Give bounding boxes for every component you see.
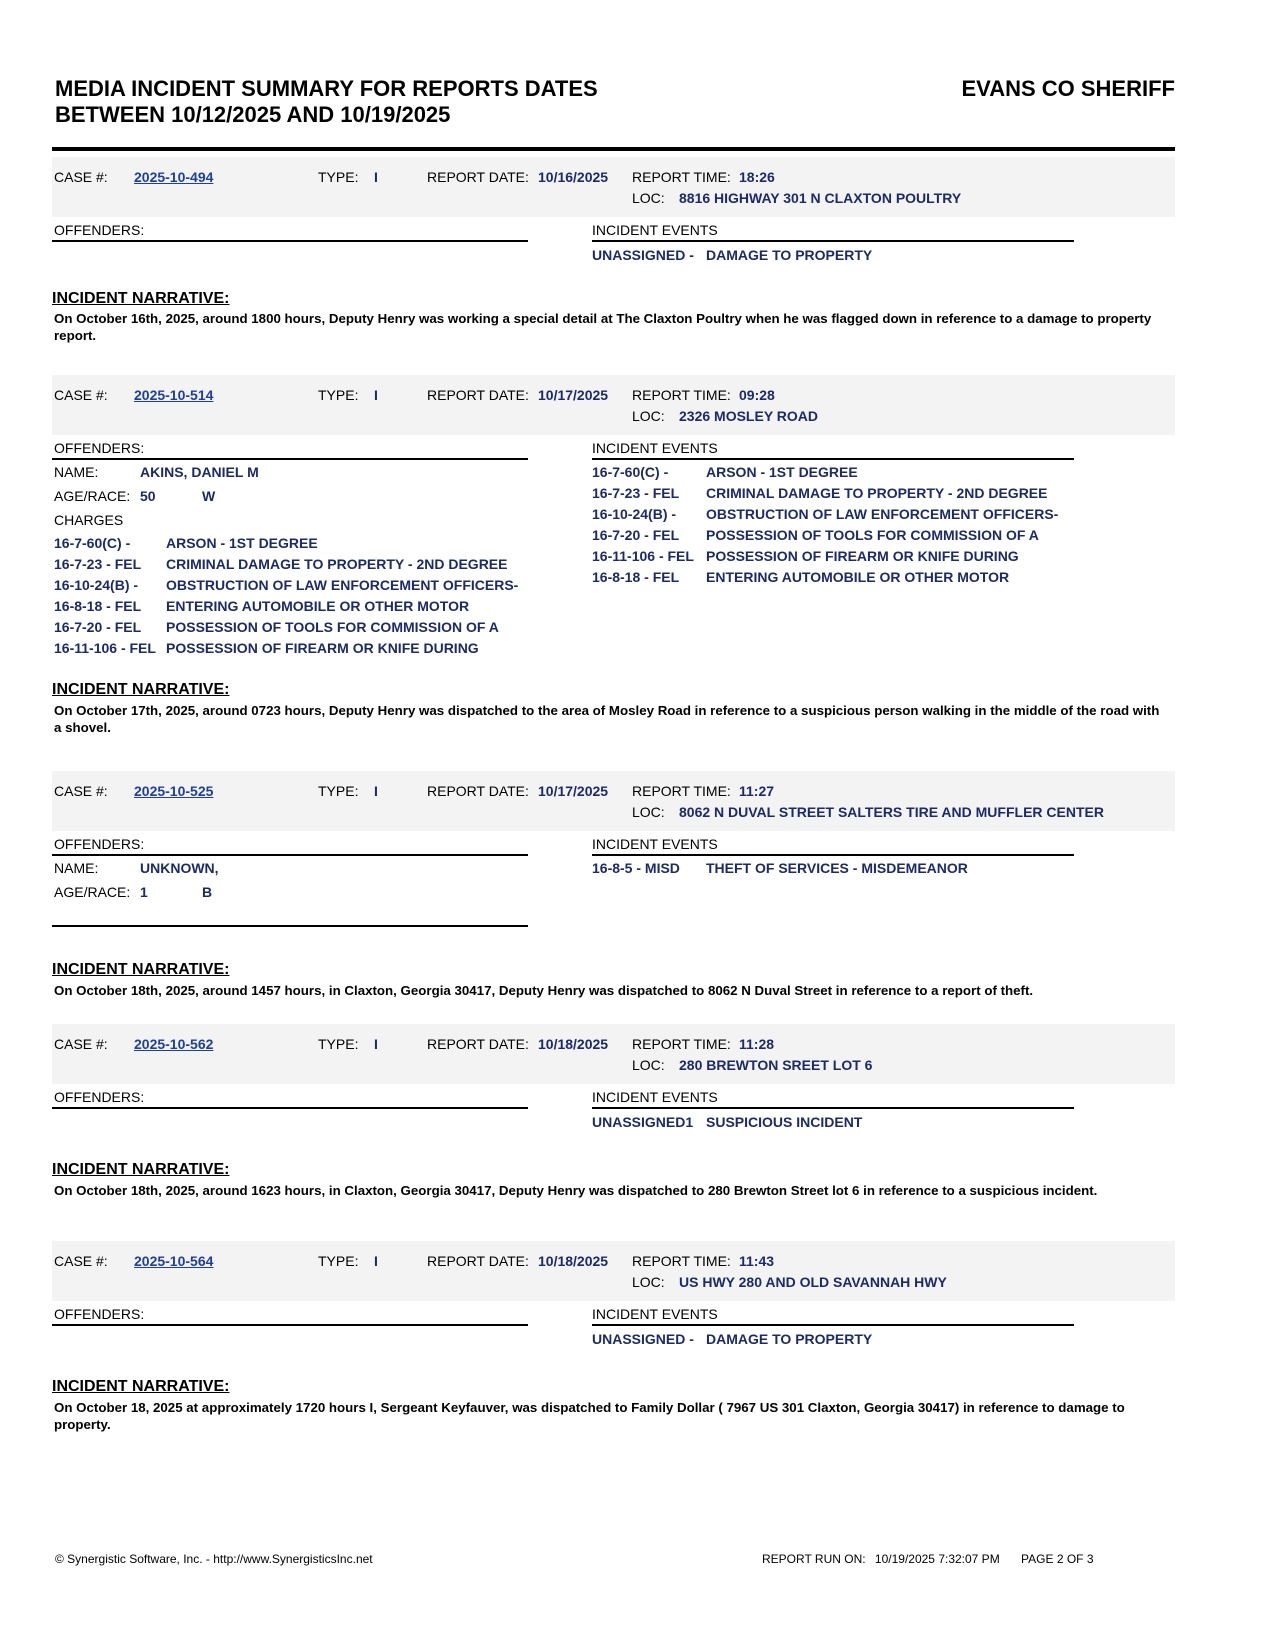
charge-desc: OBSTRUCTION OF LAW ENFORCEMENT OFFICERS- (166, 577, 519, 593)
report-time-label: REPORT TIME: (632, 783, 731, 799)
loc-value: 280 BREWTON SREET LOT 6 (679, 1057, 873, 1073)
event-code: UNASSIGNED - (592, 1331, 694, 1347)
type-value: I (374, 1253, 378, 1269)
offenders-rule (52, 1324, 528, 1326)
report-title (55, 76, 755, 128)
incident-events-rule (592, 240, 1074, 242)
offenders-rule (52, 1107, 528, 1109)
report-date-label: REPORT DATE: (427, 783, 529, 799)
narrative-heading: INCIDENT NARRATIVE: (52, 1378, 230, 1395)
event-code: 16-7-60(C) - (592, 464, 669, 480)
loc-value: 2326 MOSLEY ROAD (679, 408, 819, 424)
event-desc: OBSTRUCTION OF LAW ENFORCEMENT OFFICERS- (706, 506, 1059, 522)
type-label: TYPE: (318, 1036, 359, 1052)
report-time-value: 11:43 (739, 1253, 775, 1269)
offenders-label: OFFENDERS: (54, 836, 145, 852)
event-code: 16-11-106 - FEL (592, 548, 694, 564)
event-code: 16-8-5 - MISD (592, 860, 680, 876)
type-label: TYPE: (318, 387, 359, 403)
event-desc: ARSON - 1ST DEGREE (706, 464, 858, 480)
event-desc: SUSPICIOUS INCIDENT (706, 1114, 863, 1130)
report-date-value: 10/17/2025 (538, 783, 609, 799)
charge-desc: CRIMINAL DAMAGE TO PROPERTY - 2ND DEGREE (166, 556, 508, 572)
event-desc: POSSESSION OF FIREARM OR KNIFE DURING (706, 548, 1019, 564)
charge-code: 16-11-106 - FEL (54, 640, 156, 656)
charge-desc: POSSESSION OF TOOLS FOR COMMISSION OF A (166, 619, 499, 635)
incident-events-rule (592, 1324, 1074, 1326)
event-code: UNASSIGNED1 (592, 1114, 694, 1130)
report-time-label: REPORT TIME: (632, 1253, 731, 1269)
loc-label: LOC: (632, 804, 665, 820)
report-date-value: 10/17/2025 (538, 387, 609, 403)
charge-desc: ARSON - 1ST DEGREE (166, 535, 318, 551)
offender-race: B (202, 884, 213, 900)
incident-events-label: INCIDENT EVENTS (592, 222, 718, 238)
report-time-label: REPORT TIME: (632, 387, 731, 403)
report-time-value: 11:27 (739, 783, 775, 799)
type-label: TYPE: (318, 169, 359, 185)
report-date-label: REPORT DATE: (427, 1036, 529, 1052)
incident-events-label: INCIDENT EVENTS (592, 1306, 718, 1322)
case-number-link[interactable]: 2025-10-525 (134, 783, 214, 799)
report-title-line-1: MEDIA INCIDENT SUMMARY FOR REPORTS DATES (55, 76, 598, 101)
age-race-label: AGE/RACE: (54, 488, 131, 504)
report-run-value: 10/19/2025 7:32:07 PM (874, 1552, 1000, 1566)
case-label: CASE #: (54, 387, 108, 403)
report-time-value: 18:26 (739, 169, 775, 185)
charge-code: 16-8-18 - FEL (54, 598, 142, 614)
offenders-label: OFFENDERS: (54, 1089, 145, 1105)
case-number-link[interactable]: 2025-10-564 (134, 1253, 214, 1269)
offenders-label: OFFENDERS: (54, 440, 145, 456)
charges-label: CHARGES (54, 512, 124, 528)
type-label: TYPE: (318, 783, 359, 799)
header-divider (52, 147, 1175, 151)
offenders-label: OFFENDERS: (54, 1306, 145, 1322)
offender-race: W (202, 488, 216, 504)
event-desc: CRIMINAL DAMAGE TO PROPERTY - 2ND DEGREE (706, 485, 1048, 501)
loc-value: 8816 HIGHWAY 301 N CLAXTON POULTRY (679, 190, 962, 206)
case-number-link[interactable]: 2025-10-494 (134, 169, 214, 185)
event-desc: DAMAGE TO PROPERTY (706, 1331, 873, 1347)
footer-run-info (762, 1552, 1094, 1566)
case-label: CASE #: (54, 1036, 108, 1052)
loc-label: LOC: (632, 1057, 665, 1073)
report-date-label: REPORT DATE: (427, 169, 529, 185)
type-value: I (374, 1036, 378, 1052)
event-code: 16-7-23 - FEL (592, 485, 680, 501)
report-date-value: 10/18/2025 (538, 1036, 609, 1052)
event-code: UNASSIGNED - (592, 247, 694, 263)
event-desc: DAMAGE TO PROPERTY (706, 247, 873, 263)
event-desc: ENTERING AUTOMOBILE OR OTHER MOTOR (706, 569, 1010, 585)
loc-label: LOC: (632, 1274, 665, 1290)
case-header-band (52, 375, 1175, 435)
case-number-link[interactable]: 2025-10-562 (134, 1036, 214, 1052)
offender-name: UNKNOWN, (140, 860, 219, 876)
report-time-label: REPORT TIME: (632, 169, 731, 185)
report-date-label: REPORT DATE: (427, 387, 529, 403)
event-code: 16-7-20 - FEL (592, 527, 680, 543)
case-header-band (52, 1024, 1175, 1084)
page-number: PAGE 2 OF 3 (1021, 1552, 1094, 1566)
offender-name-label: NAME: (54, 464, 99, 480)
offender-end-rule (52, 925, 528, 927)
narrative-text: On October 18th, 2025, around 1623 hours, in Claxton, Georgia 30417, Deputy Henry was dispatched to 280 Brewton Street lot 6 in reference to a suspicious incident. (54, 1183, 1098, 1198)
charge-code: 16-7-23 - FEL (54, 556, 142, 572)
loc-value: 8062 N DUVAL STREET SALTERS TIRE AND MUFFLER CENTER (679, 804, 1104, 820)
offenders-rule (52, 854, 528, 856)
charge-desc: POSSESSION OF FIREARM OR KNIFE DURING (166, 640, 479, 656)
report-date-value: 10/16/2025 (538, 169, 609, 185)
narrative-heading: INCIDENT NARRATIVE: (52, 961, 230, 978)
charge-code: 16-7-60(C) - (54, 535, 131, 551)
charge-desc: ENTERING AUTOMOBILE OR OTHER MOTOR (166, 598, 470, 614)
incident-events-label: INCIDENT EVENTS (592, 440, 718, 456)
case-number-link[interactable]: 2025-10-514 (134, 387, 214, 403)
narrative-text: On October 18th, 2025, around 1457 hours, in Claxton, Georgia 30417, Deputy Henry was dispatched to 8062 N Duval Street in reference to a report of theft. (54, 983, 1034, 998)
case-label: CASE #: (54, 1253, 108, 1269)
case-label: CASE #: (54, 169, 108, 185)
event-desc: POSSESSION OF TOOLS FOR COMMISSION OF A (706, 527, 1039, 543)
report-time-label: REPORT TIME: (632, 1036, 731, 1052)
incident-events-label: INCIDENT EVENTS (592, 1089, 718, 1105)
type-value: I (374, 387, 378, 403)
report-run-label: REPORT RUN ON: (762, 1552, 866, 1566)
incident-events-label: INCIDENT EVENTS (592, 836, 718, 852)
loc-label: LOC: (632, 408, 665, 424)
event-code: 16-8-18 - FEL (592, 569, 680, 585)
age-race-label: AGE/RACE: (54, 884, 131, 900)
offender-name: AKINS, DANIEL M (140, 464, 259, 480)
loc-label: LOC: (632, 190, 665, 206)
narrative-text: On October 16th, 2025, around 1800 hours, Deputy Henry was working a special detail at The Claxton Poultry when he was flagged down in reference to a damage to property report. (54, 311, 1152, 343)
report-title-line-2: BETWEEN 10/12/2025 AND 10/19/2025 (55, 102, 451, 127)
case-header-band (52, 157, 1175, 217)
narrative-heading: INCIDENT NARRATIVE: (52, 290, 230, 307)
offenders-label: OFFENDERS: (54, 222, 145, 238)
narrative-text: On October 18, 2025 at approximately 1720 hours I, Sergeant Keyfauver, was dispatched to Family Dollar ( 7967 US 301 Claxton, Georgia 30417) in reference to damage to property. (54, 1400, 1125, 1432)
footer-copyright: © Synergistic Software, Inc. - http://www.SynergisticsInc.net (55, 1552, 373, 1566)
type-value: I (374, 169, 378, 185)
case-label: CASE #: (54, 783, 108, 799)
event-desc: THEFT OF SERVICES - MISDEMEANOR (706, 860, 968, 876)
report-date-label: REPORT DATE: (427, 1253, 529, 1269)
incident-events-rule (592, 854, 1074, 856)
charge-code: 16-7-20 - FEL (54, 619, 142, 635)
charge-code: 16-10-24(B) - (54, 577, 139, 593)
type-label: TYPE: (318, 1253, 359, 1269)
report-time-value: 09:28 (739, 387, 775, 403)
incident-events-rule (592, 458, 1074, 460)
type-value: I (374, 783, 378, 799)
report-time-value: 11:28 (739, 1036, 775, 1052)
case-header-band (52, 1241, 1175, 1301)
narrative-text: On October 17th, 2025, around 0723 hours, Deputy Henry was dispatched to the area of Mosley Road in reference to a suspicious person walking in the middle of the road with a shovel. (54, 703, 1160, 735)
offenders-rule (52, 458, 528, 460)
offender-age: 50 (140, 488, 156, 504)
offender-name-label: NAME: (54, 860, 99, 876)
offenders-rule (52, 240, 528, 242)
incident-events-rule (592, 1107, 1074, 1109)
loc-value: US HWY 280 AND OLD SAVANNAH HWY (679, 1274, 947, 1290)
case-header-band (52, 771, 1175, 831)
event-code: 16-10-24(B) - (592, 506, 677, 522)
agency-name: EVANS CO SHERIFF (961, 76, 1175, 101)
narrative-heading: INCIDENT NARRATIVE: (52, 1161, 230, 1178)
offender-age: 1 (140, 884, 148, 900)
report-date-value: 10/18/2025 (538, 1253, 609, 1269)
narrative-heading: INCIDENT NARRATIVE: (52, 681, 230, 698)
